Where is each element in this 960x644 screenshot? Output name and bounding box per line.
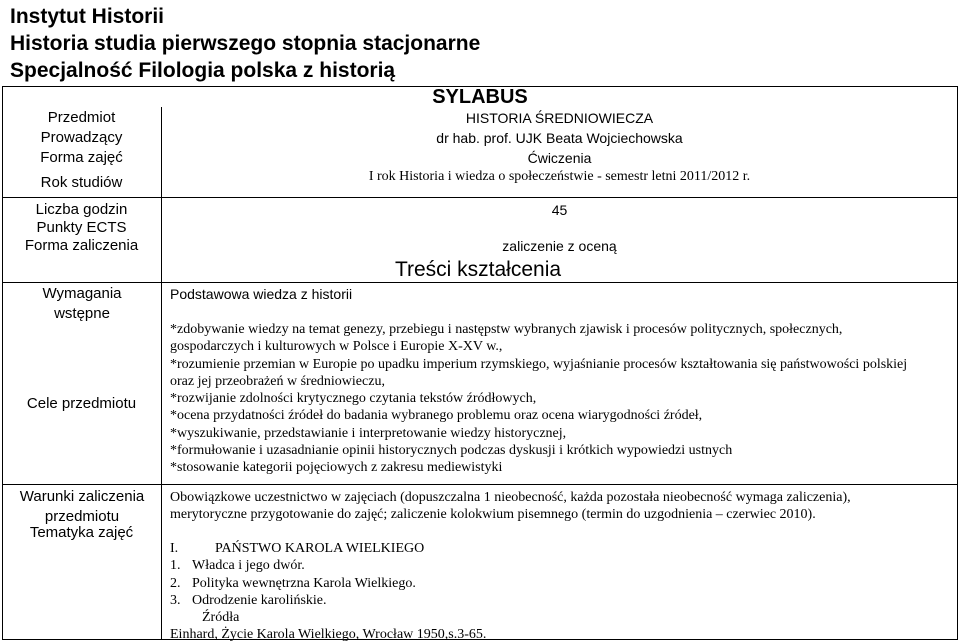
value-forma-zajec: Ćwiczenia <box>527 150 592 166</box>
goal-line: *rozwijanie zdolności krytycznego czytania tekstów źródłowych, <box>170 391 537 407</box>
row-divider-3 <box>2 484 957 485</box>
conditions-text <box>170 489 851 524</box>
label-wymagania-wstepne: Wymagania wstępne <box>42 285 122 322</box>
label-punkty-ects: Punkty ECTS <box>36 219 127 236</box>
topic-section-title: PAŃSTWO KAROLA WIELKIEGO <box>215 541 425 556</box>
goal-line: gospodarczych i kulturowych w Polsce i Europie X-XV w., <box>170 339 503 355</box>
topics-section <box>170 540 486 644</box>
value-rok-studiow: I rok Historia i wiedza o społeczeństwie - semestr letni 2011/2012 r. <box>368 169 751 184</box>
table-left-border <box>2 86 3 640</box>
label-tematyka-zajec: Tematyka zajęć <box>29 524 134 541</box>
goal-line: oraz jej przeobrażeń w średniowieczu, <box>170 373 385 389</box>
value-liczba-godzin: 45 <box>551 202 568 218</box>
topic-item-text: Polityka wewnętrzna Karola Wielkiego. <box>192 575 416 591</box>
tresci-ksztalcenia-heading: Treści kształcenia <box>394 258 562 281</box>
goal-line: *wyszukiwanie, przedstawianie i interpretowanie wiedzy historycznej, <box>170 425 567 441</box>
topic-section-heading <box>170 540 486 557</box>
goal-line: *rozumienie przemian w Europie po upadku imperium rzymskiego, wyjaśnianie procesów kształtowania się państwowości polskiej <box>170 356 908 372</box>
institute-title: Instytut Historii <box>10 5 165 28</box>
topic-item-number: 3. <box>170 592 181 608</box>
label-forma-zaliczenia: Forma zaliczenia <box>24 237 139 254</box>
topic-item <box>170 575 486 592</box>
topic-item <box>170 557 486 574</box>
table-right-border <box>957 86 958 640</box>
row-divider-1 <box>2 197 957 198</box>
specialty-title: Specjalność Filologia polska z historią <box>10 59 396 82</box>
source-entry: Einhard, Życie Karola Wielkiego, Wrocław 1950,s.3-65. <box>170 627 487 643</box>
goal-line: *formułowanie i uzasadnianie opinii historycznych podczas dyskusji i krótkich wypowiedzi ustnych <box>170 443 733 459</box>
sylabus-heading: SYLABUS <box>432 86 528 108</box>
topic-section-number: I. <box>170 541 179 556</box>
value-prowadzacy: dr hab. prof. UJK Beata Wojciechowska <box>436 130 683 146</box>
sources-label: Źródła <box>202 610 240 626</box>
topic-item-number: 1. <box>170 558 181 574</box>
label-liczba-godzin: Liczba godzin <box>35 201 128 218</box>
goal-line: *zdobywanie wiedzy na temat genezy, przebiegu i następstw wybranych zjawisk i procesów politycznych, społecznych, <box>170 322 843 337</box>
label-forma-zajec: Forma zajęć <box>40 149 123 166</box>
label-warunki-zaliczenia: Warunki zaliczenia przedmiotu <box>19 488 145 525</box>
topic-item-text: Odrodzenie karolińskie. <box>192 592 327 608</box>
condition-line: merytoryczne przygotowanie do zajęć; zaliczenie kolokwium pisemnego (termin do uzgodnienia – czerwiec 2010). <box>170 507 816 523</box>
label-column-divider <box>161 107 162 640</box>
topic-item-text: Władca i jego dwór. <box>192 558 305 574</box>
label-cele-przedmiotu: Cele przedmiotu <box>26 395 137 412</box>
value-przedmiot: HISTORIA ŚREDNIOWIECZA <box>465 110 654 126</box>
label-prowadzacy: Prowadzący <box>40 129 123 146</box>
label-rok-studiow: Rok studiów <box>40 174 123 191</box>
topic-item <box>170 592 486 609</box>
goal-line: *ocena przydatności źródeł do badania wybranego problemu oraz ocena wiarygodności źródeł, <box>170 408 703 424</box>
row-divider-2 <box>2 282 957 283</box>
value-wymagania-wstepne: Podstawowa wiedza z historii <box>170 286 353 302</box>
goals-list <box>170 321 907 477</box>
goal-line: *stosowanie kategorii pojęciowych z zakresu mediewistyki <box>170 460 503 476</box>
program-title: Historia studia pierwszego stopnia stacjonarne <box>10 32 481 55</box>
condition-line: Obowiązkowe uczestnictwo w zajęciach (dopuszczalna 1 nieobecność, każda pozostała nieobecność wymaga zaliczenia), <box>170 490 851 505</box>
value-forma-zaliczenia: zaliczenie z oceną <box>502 238 617 254</box>
topic-item-number: 2. <box>170 575 181 591</box>
label-przedmiot: Przedmiot <box>47 109 116 126</box>
